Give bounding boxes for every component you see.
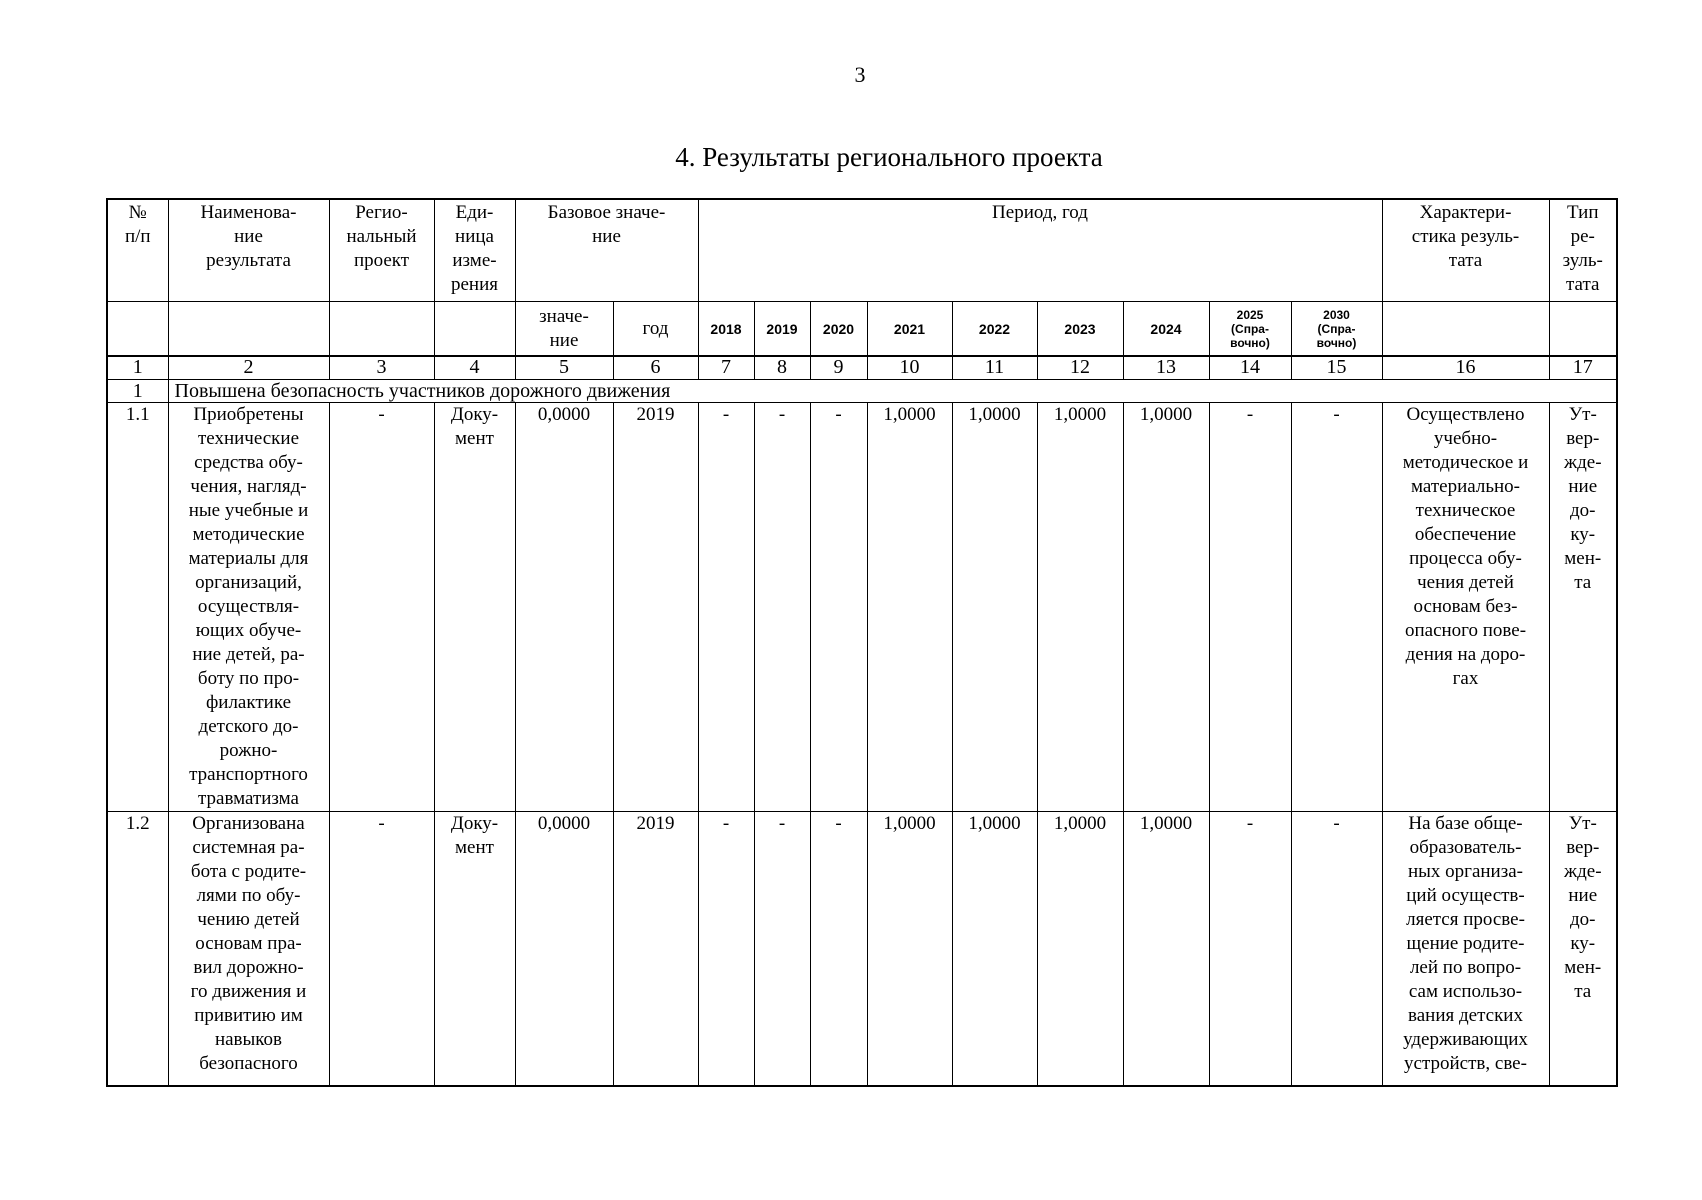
- subheader-empty: [434, 302, 515, 357]
- row-value: -: [698, 812, 754, 1087]
- row-value: -: [1209, 812, 1291, 1087]
- subheader-year: 2022: [952, 302, 1037, 357]
- subheader-base-value: значе- ние: [515, 302, 613, 357]
- column-number: 16: [1382, 356, 1549, 380]
- column-number: 6: [613, 356, 698, 380]
- row-base-year: 2019: [613, 403, 698, 812]
- row-base-value: 0,0000: [515, 403, 613, 812]
- row-value: -: [754, 812, 810, 1087]
- row-value: 1,0000: [1037, 812, 1123, 1087]
- row-value: 1,0000: [952, 403, 1037, 812]
- subheader-empty: [168, 302, 329, 357]
- subheader-year: 2019: [754, 302, 810, 357]
- subheader-year: 2024: [1123, 302, 1209, 357]
- row-name: Организована системная ра- бота с родите- лями по обу- чению детей основам пра- вил дорожно- го движения и привитию им навыков безопасного: [168, 812, 329, 1087]
- subheader-year: 2030 (Спра- вочно): [1291, 302, 1382, 357]
- header-characteristic: Характери- стика резуль- тата: [1382, 199, 1549, 302]
- subheader-year: 2021: [867, 302, 952, 357]
- row-value: -: [1209, 403, 1291, 812]
- subheader-year: 2023: [1037, 302, 1123, 357]
- row-value: -: [810, 403, 867, 812]
- subheader-empty: [329, 302, 434, 357]
- header-type: Тип ре- зуль- тата: [1549, 199, 1617, 302]
- header-period: Период, год: [698, 199, 1382, 302]
- row-base-value: 0,0000: [515, 812, 613, 1087]
- column-number: 8: [754, 356, 810, 380]
- page-number: 3: [854, 62, 866, 87]
- row-value: 1,0000: [952, 812, 1037, 1087]
- row-regional-project: -: [329, 403, 434, 812]
- column-number: 5: [515, 356, 613, 380]
- row-value: -: [810, 812, 867, 1087]
- row-num: 1.2: [107, 812, 168, 1087]
- header-name: Наименова- ние результата: [168, 199, 329, 302]
- column-number: 9: [810, 356, 867, 380]
- row-value: -: [1291, 812, 1382, 1087]
- subheader-base-year: год: [613, 302, 698, 357]
- subheader-row: [107, 302, 1617, 357]
- row-unit: Доку- мент: [434, 812, 515, 1087]
- column-number: 2: [168, 356, 329, 380]
- header-row: [107, 199, 1617, 302]
- group-title: Повышена безопасность участников дорожного движения: [168, 380, 1617, 403]
- column-number: 1: [107, 356, 168, 380]
- column-numbers-row: [107, 356, 1617, 380]
- row-value: -: [754, 403, 810, 812]
- column-number: 13: [1123, 356, 1209, 380]
- group-num: 1: [107, 380, 168, 403]
- column-number: 17: [1549, 356, 1617, 380]
- row-value: 1,0000: [1123, 403, 1209, 812]
- header-base-value: Базовое значе- ние: [515, 199, 698, 302]
- subheader-year: 2020: [810, 302, 867, 357]
- row-base-year: 2019: [613, 812, 698, 1087]
- row-value: 1,0000: [1123, 812, 1209, 1087]
- row-value: 1,0000: [1037, 403, 1123, 812]
- row-value: 1,0000: [867, 812, 952, 1087]
- row-name: Приобретены технические средства обу- чения, нагляд- ные учебные и методические материалы для организаций, осуществля- ющих обуче- ние детей, ра- боту по про- филактике детского до- рожно- транспортного травматизма: [168, 403, 329, 812]
- row-value: -: [698, 403, 754, 812]
- column-number: 11: [952, 356, 1037, 380]
- table-row: [107, 403, 1617, 812]
- row-type: Ут- вер- жде- ние до- ку- мен- та: [1549, 403, 1617, 812]
- row-type: Ут- вер- жде- ние до- ку- мен- та: [1549, 812, 1617, 1087]
- column-number: 3: [329, 356, 434, 380]
- subheader-empty: [1549, 302, 1617, 357]
- row-regional-project: -: [329, 812, 434, 1087]
- column-number: 14: [1209, 356, 1291, 380]
- group-row: [107, 380, 1617, 403]
- row-num: 1.1: [107, 403, 168, 812]
- table-row: [107, 812, 1617, 1087]
- column-number: 7: [698, 356, 754, 380]
- row-value: -: [1291, 403, 1382, 812]
- section-title: 4. Результаты регионального проекта: [675, 142, 1103, 172]
- subheader-year: 2018: [698, 302, 754, 357]
- column-number: 10: [867, 356, 952, 380]
- header-regional-project: Регио- нальный проект: [329, 199, 434, 302]
- subheader-empty: [107, 302, 168, 357]
- column-number: 4: [434, 356, 515, 380]
- header-num: № п/п: [107, 199, 168, 302]
- column-number: 12: [1037, 356, 1123, 380]
- header-unit: Еди- ница изме- рения: [434, 199, 515, 302]
- subheader-year: 2025 (Спра- вочно): [1209, 302, 1291, 357]
- row-characteristic: На базе обще- образователь- ных организа- ций осуществ- ляется просве- щение родите- лей по вопро- сам использо- вания детских удерживающих устройств, све-: [1382, 812, 1549, 1087]
- row-value: 1,0000: [867, 403, 952, 812]
- row-characteristic: Осуществлено учебно- методическое и материально- техническое обеспечение процесса обу- чения детей основам без- опасного пове- дения на доро- гах: [1382, 403, 1549, 812]
- column-number: 15: [1291, 356, 1382, 380]
- results-table: [106, 198, 1618, 1087]
- row-unit: Доку- мент: [434, 403, 515, 812]
- subheader-empty: [1382, 302, 1549, 357]
